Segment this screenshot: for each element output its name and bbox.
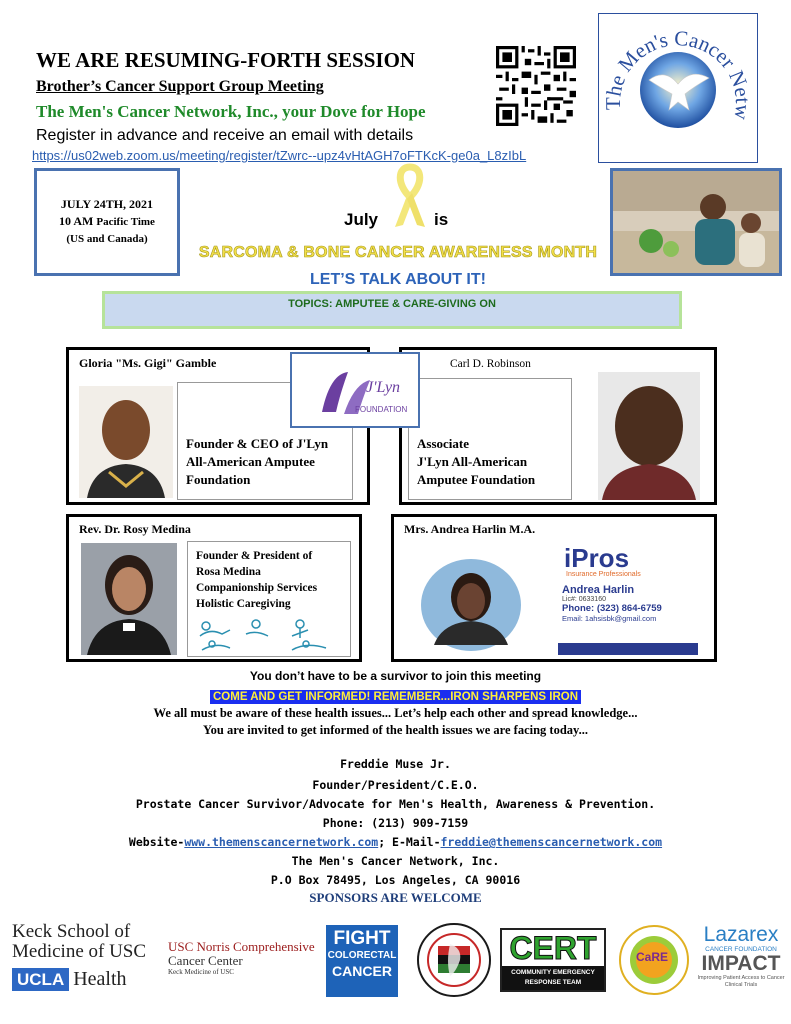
page-title: WE ARE RESUMING-FORTH SESSION [36,48,416,72]
topics-banner [102,291,682,329]
health-text: Health [73,968,127,990]
impact-sub: Improving Patient Access to Cancer Clinical Trials [697,975,785,988]
mens-cancer-network-logo [598,13,758,163]
body-line-2: You are invited to get informed of the health issues we are facing today... [203,723,588,737]
iron-sharpens-banner: COME AND GET INFORMED! REMEMBER...IRON SHARPENS IRON [210,690,581,704]
lazarex-sub: CANCER FOUNDATION [705,946,777,953]
ipros-subtitle: Insurance Professionals [566,571,641,578]
contact-name: Freddie Muse Jr. [340,757,451,771]
keck-ucla-logo [12,922,162,991]
awareness-ribbon-icon [389,163,431,231]
card-person: Andrea Harlin [562,584,635,596]
speaker-role-line: J'Lyn All-American [417,454,528,469]
speaker-role-line: Foundation [186,472,251,487]
caregiving-icons [196,616,346,654]
card-email: Email: 1ahsisbk@gmail.com [562,614,657,623]
july-label: July [344,210,379,229]
lazarex-text: Lazarex [703,923,779,946]
ipros-business-card [558,545,698,655]
fight-line-2: COLORECTAL [327,950,397,961]
card-license: Lic#: 0633160 [562,596,606,603]
speaker-card-carl [399,347,717,505]
iron-banner-row [0,687,791,705]
event-date: JULY 24TH, 2021 [60,197,154,211]
speaker-role-line: Founder & CEO of J'Lyn [186,436,329,451]
usc-line-2: Cancer Center [168,953,243,968]
event-time: 10 AM [59,214,94,228]
usc-norris-logo [168,940,318,976]
page-subtitle: Brother’s Cancer Support Group Meeting [36,78,324,95]
email-label: ; E-Mail- [378,835,441,849]
lets-talk-heading: LET’S TALK ABOUT IT! [310,271,486,288]
speaker-role-line: All-American Amputee [186,454,315,469]
speaker-name: Rev. Dr. Rosy Medina [79,522,191,536]
card-phone: Phone: (323) 864-6759 [562,603,662,614]
zoom-registration-link[interactable]: https://us02web.zoom.us/meeting/register/tZwrc--upz4vHtAGH7oFTKcK-ge0a_L8zIbL [32,148,527,163]
speaker-card-andrea [391,514,717,662]
qr-code[interactable] [496,46,576,126]
register-text: Register in advance and receive an email with details [36,127,414,144]
speaker-role-box [408,378,572,500]
speaker-name: Mrs. Andrea Harlin M.A. [404,522,536,536]
cert-subtitle: COMMUNITY EMERGENCY RESPONSE TEAM [502,966,604,990]
fight-line-3: CANCER [332,963,392,979]
speaker-role-line: Holistic Caregiving [196,598,291,610]
cert-logo [500,928,606,992]
contact-address: P.O Box 78495, Los Angeles, CA 90016 [270,873,521,887]
fight-colorectal-cancer-logo [326,925,398,997]
speaker-card-rosy [66,514,362,662]
speaker-name: Gloria "Ms. Gigi" Gamble [79,356,217,370]
speaker-role-line: Founder & President of [196,550,313,562]
jlyn-foundation-logo [290,352,420,428]
speaker-photo [420,557,522,653]
survivor-text: You don’t have to be a survivor to join this meeting [249,669,542,683]
care-text: CaRE [636,950,669,964]
speaker-role-box [187,541,351,657]
family-photo [610,168,782,276]
fight-line-1: FIGHT [333,928,391,949]
speaker-photo [598,372,700,500]
contact-description: Prostate Cancer Survivor/Advocate for Men's Health, Awareness & Prevention. [135,797,656,811]
event-timezone: Pacific Time [96,216,155,228]
lazarex-impact-logo [696,924,786,989]
speaker-role-line: Rosa Medina [196,566,261,578]
tagline: The Men's Cancer Network, Inc., your Dove for Hope [36,102,426,121]
usc-line-1: USC Norris Comprehensive [168,939,315,954]
ipros-brand: iPros [564,543,630,573]
speaker-role-line: Amputee Foundation [417,472,536,487]
speaker-name: Carl D. Robinson [450,358,531,370]
african-american-health-seal [416,922,492,998]
event-date-box [34,168,180,276]
topics-text: TOPICS: AMPUTEE & CARE-GIVING ON [288,298,496,310]
speaker-photo [81,543,177,655]
ucla-badge: UCLA [12,968,69,991]
contact-phone: Phone: (213) 909-7159 [322,816,469,830]
keck-line-2: Medicine of USC [12,941,147,962]
impact-text: IMPACT [701,952,781,975]
speaker-role-line: Companionship Services [196,582,318,594]
contact-web-email [0,835,791,849]
email-link[interactable]: freddie@themenscancernetwork.com [440,835,663,849]
website-link[interactable]: www.themenscancernetwork.com [184,835,379,849]
svg-text:J'Lyn: J'Lyn [366,379,401,396]
event-region: (US and Canada) [66,233,148,245]
awareness-month-banner: SARCOMA & BONE CANCER AWARENESS MONTH [198,244,598,261]
sponsors-heading: SPONSORS ARE WELCOME [309,890,482,905]
body-line-1: We all must be aware of these health issues... Let’s help each other and spread knowledge... [153,706,638,720]
speaker-photo [79,386,173,498]
is-label: is [434,210,449,229]
usc-line-3: Keck Medicine of USC [168,968,234,976]
contact-org: The Men's Cancer Network, Inc. [291,854,500,868]
speaker-role-line: Associate [417,436,469,451]
foundation-logo-text: FOUNDATION [355,405,408,414]
website-label: Website- [128,835,185,849]
keck-line-1: Keck School of [12,921,131,942]
cert-text: CERT [509,930,597,966]
logo-text: The Men's Cancer Netw [600,26,756,122]
contact-title: Founder/President/C.E.O. [312,778,479,792]
